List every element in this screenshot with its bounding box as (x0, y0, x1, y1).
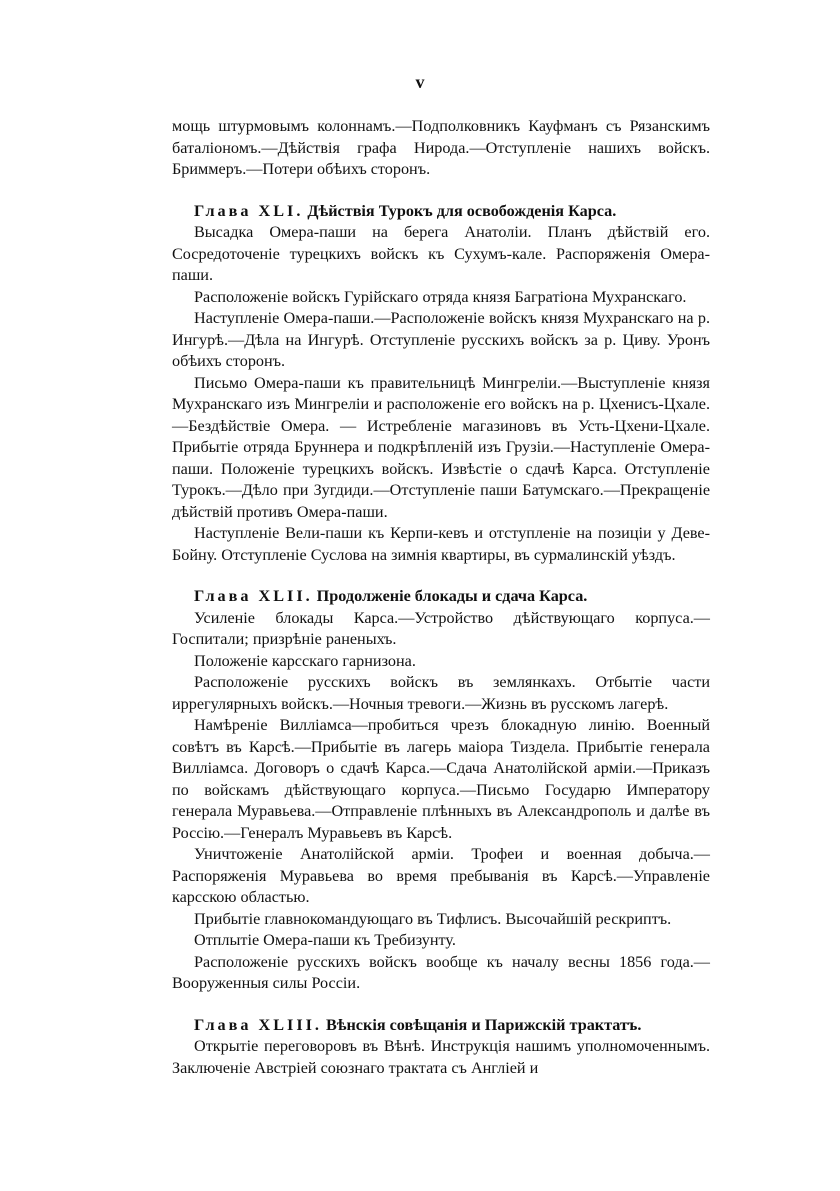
chapter-paragraph: Расположеніе русскихъ войскъ вообще къ началу весны 1856 года.—Вооруженныя силы Россіи. (172, 952, 710, 992)
intro-paragraph: мощь штурмовымъ колоннамъ.—Подполковникъ Кауфманъ съ Рязанскимъ баталіономъ.—Дѣйствія графа Нирода.—Отступленіе нашихъ войскъ. Бриммеръ.—Потери обѣихъ сторонъ. (172, 117, 710, 178)
chapter-paragraph: Намѣреніе Вилліамса—пробиться чрезъ блокадную линію. Военный совѣтъ въ Карсѣ.—Прибытіе въ лагерь маіора Тиздела. Прибытіе генерала Вилліамса. Договоръ о сдачѣ Карса.—Сдача Анатолійской арміи.—Приказъ по войскамъ дѣйствующаго корпуса.—Письмо Государю Императору генерала Муравьева.—Отправленіе плѣнныхъ въ Александрополь и далѣе въ Россію.—Генералъ Муравьевъ въ Карсѣ. (172, 716, 710, 842)
chapter-title: Вѣнскія совѣщанія и Парижскій трактатъ. (325, 1015, 642, 1034)
chapter-paragraph: Наступленіе Вели-паши къ Керпи-кевъ и отступленіе на позиціи у Деве-Бойну. Отступленіе Суслова на зимнія квартиры, въ сурмалинскій уѣздъ. (172, 524, 710, 564)
chapter-paragraph: Высадка Омера-паши на берега Анатоліи. Планъ дѣйствій его. Сосредоточеніе турецкихъ войскъ къ Сухумъ-кале. Распоряженія Омера-паши. (172, 223, 710, 284)
chapter-paragraph: Прибытіе главнокомандующаго въ Тифлисъ. Высочайшій рескриптъ. (194, 909, 672, 928)
chapter-heading (172, 586, 710, 608)
chapter-label: Глава XLII. (194, 587, 313, 605)
chapter-paragraph: Письмо Омера-паши къ правительницѣ Мингреліи.—Выступленіе князя Мухранскаго изъ Мингреліи и расположеніе его войскъ на р. Цхенисъ-Цхале.—Бездѣйствіе Омера. — Истребленіе магазиновъ въ Усть-Цхени-Цхале. Прибытіе отряда Бруннера и подкрѣпленій изъ Грузіи.—Наступленіе Омера-паши. Положеніе турецкихъ войскъ. Извѣстіе о сдачѣ Карса. Отступленіе Турокъ.—Дѣло при Зугдиди.—Отступленіе паши Батумскаго.—Прекращеніе дѣйствій противъ Омера-паши. (172, 373, 710, 521)
chapter-title: Продолженіе блокады и сдача Карса. (316, 587, 588, 605)
chapter-section (172, 586, 710, 995)
chapter-heading (172, 1015, 710, 1037)
chapter-heading (172, 201, 710, 223)
chapter-section (172, 1015, 710, 1080)
page-body (172, 116, 710, 1079)
chapter-paragraph: Уничтоженіе Анатолійской арміи. Трофеи и военная добыча.—Распоряженія Муравьева во время пребыванія въ Карсѣ.—Управленіе карсскою областью. (172, 845, 710, 906)
chapter-paragraph: Расположеніе войскъ Гурійскаго отряда князя Багратіона Мухранскаго. (194, 287, 687, 306)
chapter-paragraph: Усиленіе блокады Карса.—Устройство дѣйствующаго корпуса.—Госпитали; призрѣніе раненыхъ. (172, 608, 710, 648)
chapter-paragraph: Открытіе переговоровъ въ Вѣнѣ. Инструкція нашимъ уполномоченнымъ. Заключеніе Австріей союзнаго трактата съ Англіей и (172, 1037, 710, 1077)
chapter-label: Глава XLIII. (194, 1015, 322, 1034)
chapter-paragraph: Наступленіе Омера-паши.—Расположеніе войскъ князя Мухранскаго на р. Ингурѣ.—Дѣла на Ингурѣ. Отступленіе русскихъ войскъ за р. Циву. Уронъ обѣихъ сторонъ. (172, 309, 710, 370)
chapter-paragraph: Положеніе карсскаго гарнизона. (194, 651, 416, 670)
chapter-title: Дѣйствія Турокъ для освобожденія Карса. (307, 201, 617, 220)
chapter-paragraph: Отплытіе Омера-паши къ Требизунту. (194, 931, 456, 949)
chapter-paragraph: Расположеніе русскихъ войскъ въ землянкахъ. Отбытіе части иррегулярныхъ войскъ.—Ночныя тревоги.—Жизнь въ русскомъ лагерѣ. (172, 673, 710, 713)
chapter-label: Глава XLI. (194, 201, 304, 220)
page-number: v (415, 72, 425, 92)
chapter-section (172, 201, 710, 567)
